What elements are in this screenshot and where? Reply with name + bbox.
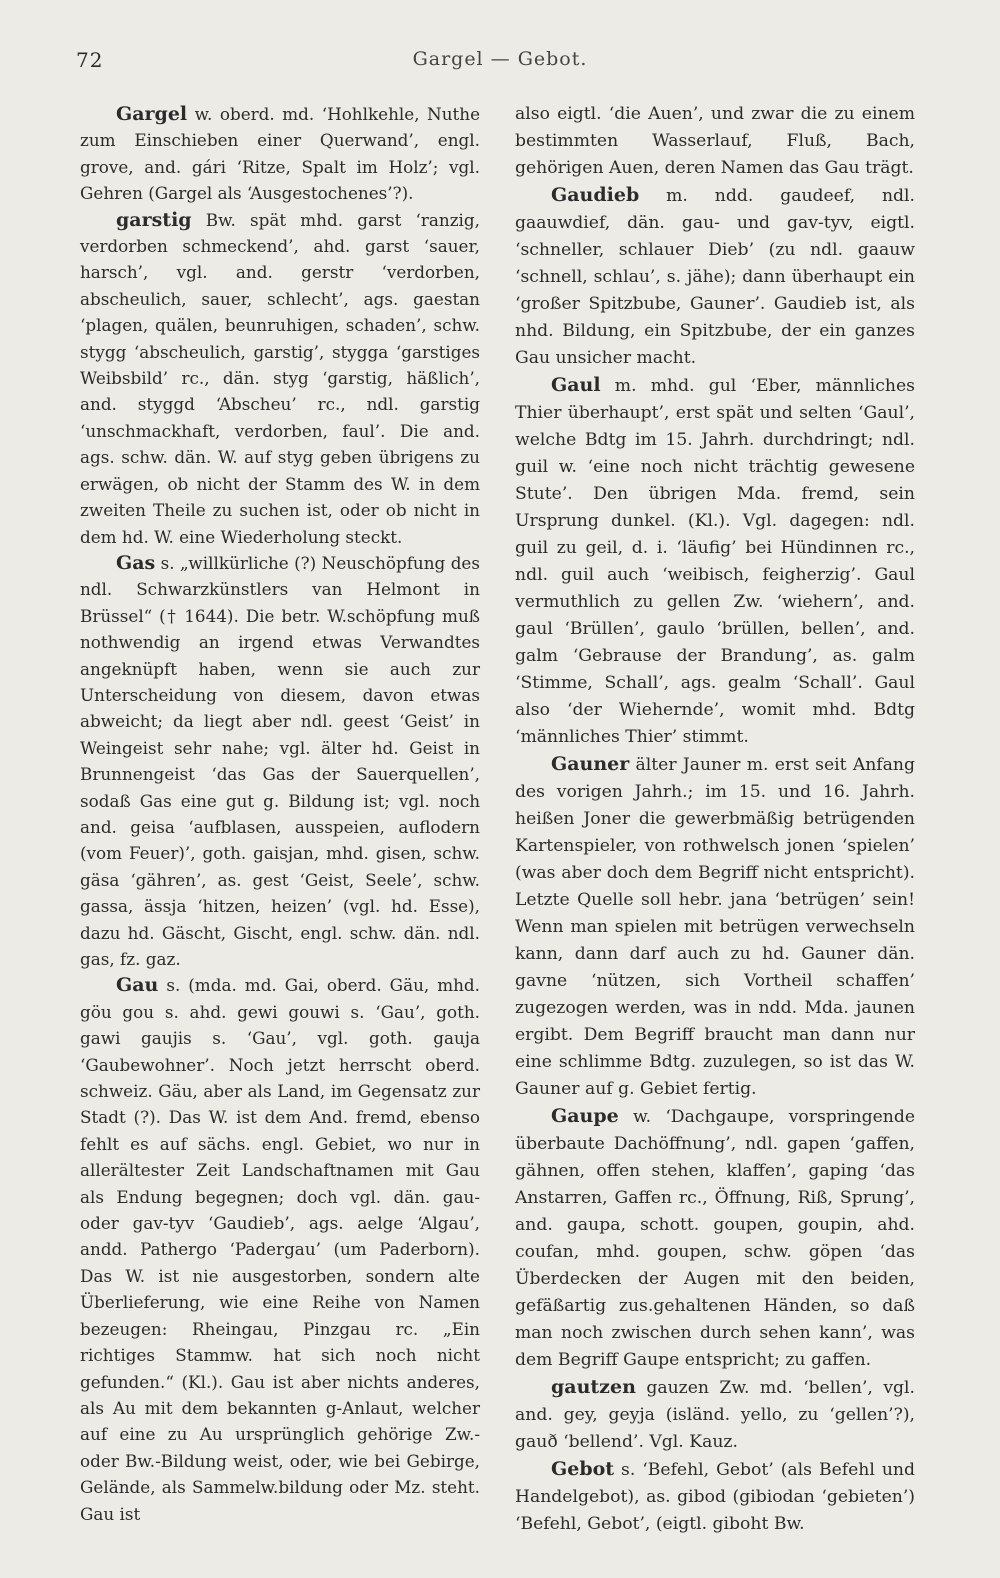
entry-text: s. ‘Befehl, Gebot’ (als Befehl und Handelgebot), as. gibod (gibiodan ‘gebieten’) ‘Befehl, Gebot’, (eigtl. giboht Bw. <box>515 1460 915 1534</box>
headword: Gauner <box>551 753 630 775</box>
entry-text: s. (mda. md. Gai, oberd. Gäu, mhd. göu gou s. ahd. gewi gouwi s. ‘Gau’, goth. gawi gaujis s. ‘Gau’, vgl. goth. gauja ‘Gaubewohner’. Noch jetzt herrscht oberd. schweiz. Gäu, aber als Land, im Gegensatz zur Stadt (?). Das W. ist dem And. fremd, ebenso fehlt es auf sächs. engl. Gebiet, wo nur in allerältester Zeit Landschaftnamen mit Gau als Endung begegnen; doch vgl. dän. gau- oder gav-tyv ‘Gaudieb’, ags. aelge ‘Algau’, andd. Pathergo ‘Padergau’ (um Paderborn). Das W. ist nie ausgestorben, sondern alte Überlieferung, wie eine Reihe von Namen bezeugen: Rheingau, Pinzgau rc. „Ein richtiges Stammw. hat sich noch nicht gefunden.“ (Kl.). Gau ist aber nichts anderes, als Au mit dem bekannten g-Anlaut, welcher auf eine zu Au ursprünglich gehörige Zw.- oder Bw.-Bildung weist, oder, wie bei Gebirge, Gelände, als Sammelw.bildung oder Mz. steht. Gau ist <box>80 975 480 1524</box>
entry-gaudieb <box>515 182 915 372</box>
entry-text: m. ndd. gaudeef, ndl. gaauwdief, dän. gau- und gav-tyv, eigtl. ‘schneller, schlauer Dieb’ (zu ndl. gaauw ‘schnell, schlau’, s. jähe); dann überhaupt ein ‘großer Spitzbube, Gauner’. Gaudieb ist, als nhd. Bildung, ein Spitzbube, der ein ganzes Gau unsicher macht. <box>515 186 915 368</box>
entry-text: w. ‘Dachgaupe, vorspringende überbaute Dachöffnung’, ndl. gapen ‘gaffen, gähnen, offen stehen, klaffen’, gaping ‘das Anstarren, Gaffen rc., Öffnung, Riß, Sprung’, and. gaupa, schott. goupen, goupin, ahd. coufan, mhd. goupen, schw. göpen ‘das Überdecken der Augen mit den beiden, gefäßartig zus.gehaltenen Händen, so daß man noch zwischen durch sehen kann’, was dem Begriff Gaupe entspricht; zu gaffen. <box>515 1107 915 1370</box>
running-head: Gargel — Gebot. <box>412 48 588 70</box>
headword: Gebot <box>551 1458 615 1480</box>
page-number: 72 <box>76 48 104 72</box>
headword: Gaul <box>551 374 601 396</box>
entry-gau <box>80 972 480 1527</box>
headword: Gaupe <box>551 1105 619 1127</box>
entry-gebot <box>515 1456 915 1538</box>
entry-text: gauzen Zw. md. ‘bellen’, vgl. and. gey, geyja (isländ. yello, zu ‘gellen’?), gauð ‘bellend’. Vgl. Kauz. <box>515 1378 915 1452</box>
entry-text: w. oberd. md. ‘Hohlkehle, Nuthe zum Einschieben einer Querwand’, engl. grove, and. gári ‘Ritze, Spalt im Holz’; vgl. Gehren (Gargel als ‘Ausgestochenes’?). <box>80 104 480 204</box>
left-column <box>80 101 480 1527</box>
entry-gautzen <box>515 1374 915 1456</box>
entry-garstig <box>80 207 480 550</box>
entry-gargel <box>80 101 480 207</box>
headword: Gau <box>116 974 159 997</box>
page-header <box>76 48 924 78</box>
headword: Gaudieb <box>551 184 640 206</box>
continued-text: also eigtl. ‘die Auen’, und zwar die zu einem bestimmten Wasserlauf, Fluß, Bach, gehörigen Auen, deren Namen das Gau trägt. <box>515 104 915 178</box>
entry-text: m. mhd. gul ‘Eber, männliches Thier überhaupt’, erst spät und selten ‘Gaul’, welche Bdtg im 15. Jahrh. durchdringt; ndl. guil w. ‘eine noch nicht trächtig gewesene Stute’. Den übrigen Mda. fremd, sein Ursprung dunkel. (Kl.). Vgl. dagegen: ndl. guil zu geil, d. i. ‘läufig’ bei Hündinnen rc., ndl. guil auch ‘weibisch, feigherzig’. Gaul vermuthlich zu gellen Zw. ‘wiehern’, and. gaul ‘Brüllen’, gaulo ‘brüllen, bellen’, and. galm ‘Gebrause der Brandung’, as. galm ‘Stimme, Schall’, ags. gealm ‘Schall’. Gaul also ‘der Wiehernde’, womit mhd. Bdtg ‘männliches Thier’ stimmt. <box>515 376 915 747</box>
entry-gaupe <box>515 1103 915 1374</box>
headword: garstig <box>116 208 192 231</box>
entry-text: älter Jauner m. erst seit Anfang des vorigen Jahrh.; im 15. und 16. Jahrh. heißen Joner die gewerbmäßig betrügenden Kartenspieler, von rothwelsch jonen ‘spielen’ (was aber doch dem Begriff nicht entspricht). Letzte Quelle soll hebr. jana ‘betrügen’ sein! Wenn man spielen mit betrügen verwechseln kann, dann darf auch zu hd. Gauner dän. gavne ‘nützen, sich Vortheil schaffen’ zugezogen werden, was in ndd. Mda. jaunen ergibt. Dem Begriff braucht man dann nur eine schlimme Bdtg. zuzulegen, so ist das W. Gauner auf g. Gebiet fertig. <box>515 755 915 1099</box>
headword: Gargel <box>116 103 188 125</box>
headword: gautzen <box>551 1376 636 1398</box>
entry-gas <box>80 550 480 973</box>
headword: Gas <box>116 551 156 574</box>
entry-gaul <box>515 372 915 751</box>
entry-text: Bw. spät mhd. garst ‘ranzig, verdorben schmeckend’, ahd. garst ‘sauer, harsch’, vgl. and. gerstr ‘verdorben, abscheulich, sauer, schlecht’, ags. gaestan ‘plagen, quälen, beunruhigen, schaden’, schw. stygg ‘abscheulich, garstig’, stygga ‘garstiges Weibsbild’ rc., dän. styg ‘garstig, häßlich’, and. styggd ‘Abscheu’ rc., ndl. garstig ‘unschmackhaft, verdorben, faul’. Die and. ags. schw. dän. W. auf styg geben übrigens zu erwägen, ob nicht der Stamm des W. in dem zweiten Theile zu suchen ist, oder ob nicht in dem hd. W. eine Wiederholung steckt. <box>80 209 480 547</box>
entry-text: s. „willkürliche (?) Neuschöpfung des ndl. Schwarzkünstlers van Helmont in Brüssel“ († 1644). Die betr. W.schöpfung muß nothwendig an irgend etwas Verwandtes angeknüpft haben, wenn sie auch zur Unterscheidung von diesem, davon etwas abweicht; da liegt aber ndl. geest ‘Geist’ in Weingeist sehr nahe; vgl. älter hd. Geist in Brunnengeist ‘das Gas der Sauerquellen’, sodaß Gas eine gut g. Bildung ist; vgl. noch and. geisa ‘aufblasen, ausspeien, auflodern (vom Feuer)’, goth. gaisjan, mhd. gisen, schw. gäsa ‘gähren’, as. gest ‘Geist, Seele’, schw. gassa, ässja ‘hitzen, heizen’ (vgl. hd. Esse), dazu hd. Gäscht, Gischt, engl. schw. dän. ndl. gas, fz. gaz. <box>80 552 480 969</box>
entry-gauner <box>515 751 915 1103</box>
right-column <box>515 101 915 1538</box>
